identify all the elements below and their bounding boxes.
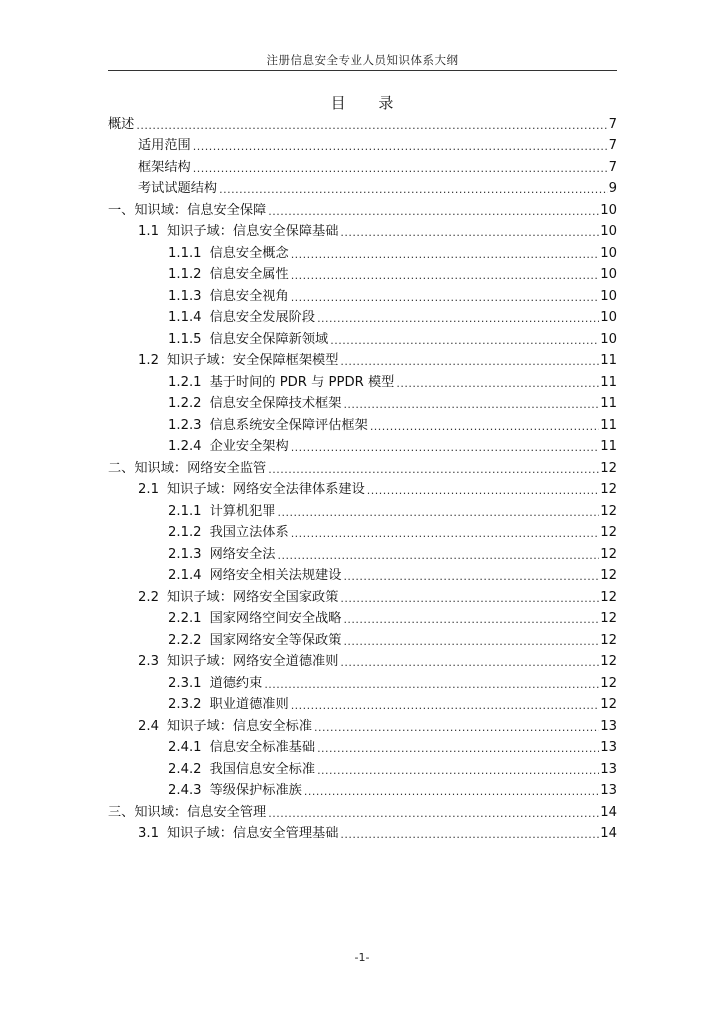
toc-entry-text: 三、知识域：信息安全管理: [108, 804, 267, 820]
toc-entry-page: 13: [600, 740, 617, 755]
toc-entry-page: 11: [600, 353, 617, 368]
dot-leader: [278, 506, 600, 520]
toc-entry-text: 基于时间的 PDR 与 PPDR 模型: [209, 374, 395, 390]
toc-entry-number: 1.1.5: [168, 331, 202, 347]
toc-entry-page: 7: [608, 138, 617, 153]
toc-entry[interactable]: [108, 219, 617, 241]
toc-entry-text: 知识子域：信息安全保障基础: [166, 224, 339, 239]
toc-entry-number: 1.2.2: [168, 396, 202, 411]
toc-entry-page: 12: [600, 482, 617, 497]
toc-entry[interactable]: [108, 692, 617, 714]
toc-entry[interactable]: [108, 176, 617, 198]
dot-leader: [193, 140, 608, 154]
toc-entry-page: 12: [600, 503, 617, 519]
toc-entry-text: 计算机犯罪: [209, 503, 276, 519]
toc-entry-label: [108, 461, 268, 477]
toc-entry-text: 知识子域：信息安全标准: [166, 718, 313, 734]
toc-entry[interactable]: [108, 391, 617, 413]
toc-entry-page: 13: [600, 783, 617, 798]
toc-entry-page: 7: [608, 159, 617, 175]
toc-entry-label: [108, 525, 291, 541]
toc-entry[interactable]: [108, 756, 617, 778]
toc-entry-text: 网络安全相关法规建设: [209, 568, 342, 583]
toc-entry-label: [108, 676, 264, 692]
toc-entry[interactable]: [108, 369, 617, 391]
toc-entry[interactable]: [108, 111, 617, 133]
toc-entry-label: [108, 353, 340, 369]
toc-entry-text: 信息安全发展阶段: [209, 310, 316, 325]
toc-entry-number: 1.1.3: [168, 288, 202, 304]
toc-entry-page: 10: [600, 245, 617, 261]
header-rule: [108, 70, 617, 71]
toc-entry-label: [108, 654, 340, 670]
toc-entry-page: 7: [608, 116, 617, 132]
toc-entry[interactable]: [108, 240, 617, 262]
toc-entry-text: 等级保护标准族: [209, 783, 302, 798]
toc-entry-label: [108, 160, 193, 176]
table-of-contents: [108, 111, 617, 842]
dot-leader: [317, 742, 599, 756]
toc-entry-number: 1.1: [138, 224, 159, 239]
toc-entry-text: 知识子域：网络安全法律体系建设: [166, 482, 365, 497]
toc-entry-text: 职业道德准则: [209, 697, 289, 712]
toc-entry-number: 1.1.2: [168, 267, 202, 282]
dot-leader: [317, 312, 599, 326]
toc-entry-text: 道德约束: [209, 675, 263, 691]
toc-entry-page: 12: [600, 460, 617, 476]
toc-entry[interactable]: [108, 477, 617, 499]
toc-entry-page: 9: [608, 181, 617, 196]
toc-entry-label: [108, 310, 317, 326]
toc-entry-text: 我国立法体系: [209, 525, 289, 540]
toc-entry-label: [108, 590, 340, 606]
toc-entry-page: 14: [600, 804, 617, 820]
toc-entry-label: [108, 547, 278, 563]
toc-entry-number: 2.3.2: [168, 697, 202, 712]
toc-entry-label: [108, 418, 370, 434]
toc-entry-label: [108, 332, 330, 348]
toc-entry[interactable]: [108, 520, 617, 542]
dot-leader: [193, 162, 608, 176]
dot-leader: [268, 807, 599, 821]
toc-entry-page: 10: [600, 331, 617, 347]
dot-leader: [340, 828, 599, 842]
toc-entry[interactable]: [108, 799, 617, 821]
dot-leader: [219, 183, 607, 197]
dot-leader: [291, 269, 600, 283]
toc-entry-page: 10: [600, 288, 617, 304]
toc-entry-page: 11: [600, 374, 617, 390]
toc-entry-page: 10: [600, 202, 617, 218]
toc-entry-text: 知识子域：安全保障框架模型: [166, 353, 339, 368]
toc-entry-number: 2.1.3: [168, 546, 202, 562]
toc-entry-page: 11: [600, 439, 617, 454]
toc-entry-number: 2.2.2: [168, 632, 202, 648]
toc-entry[interactable]: [108, 649, 617, 671]
dot-leader: [396, 377, 599, 391]
dot-leader: [268, 463, 599, 477]
toc-entry-label: [108, 138, 193, 154]
toc-entry[interactable]: [108, 713, 617, 735]
dot-leader: [343, 398, 599, 412]
toc-entry[interactable]: [108, 735, 617, 757]
toc-entry-label: [108, 181, 219, 197]
toc-entry-text: 信息安全保障技术框架: [209, 396, 342, 411]
toc-entry-label: [108, 439, 291, 455]
toc-entry-text: 我国信息安全标准: [209, 761, 316, 777]
toc-entry[interactable]: [108, 348, 617, 370]
toc-entry-label: [108, 805, 268, 821]
toc-entry-page: 13: [600, 761, 617, 777]
toc-entry-number: 2.4.3: [168, 783, 202, 798]
toc-entry[interactable]: [108, 606, 617, 628]
toc-entry-label: [108, 740, 317, 756]
toc-entry-number: 3.1: [138, 826, 159, 841]
toc-entry-number: 2.3.1: [168, 675, 202, 691]
toc-entry-label: [108, 246, 291, 262]
toc-entry-text: 国家网络安全等保政策: [209, 632, 342, 648]
toc-entry-page: 12: [600, 632, 617, 648]
dot-leader: [291, 441, 600, 455]
toc-entry-text: 信息系统安全保障评估框架: [209, 417, 368, 433]
dot-leader: [291, 291, 600, 305]
toc-entry-number: 2.4.2: [168, 761, 202, 777]
toc-entry-number: 1.1.1: [168, 245, 202, 261]
dot-leader: [343, 635, 599, 649]
toc-entry-number: 2.1.1: [168, 503, 202, 519]
toc-entry-number: 1.1.4: [168, 310, 202, 325]
toc-entry[interactable]: [108, 670, 617, 692]
toc-entry-text: 信息安全属性: [209, 267, 289, 282]
toc-entry-number: 2.4.1: [168, 740, 202, 755]
dot-leader: [340, 226, 599, 240]
toc-entry-text: 知识子域：网络安全国家政策: [166, 589, 339, 605]
toc-entry[interactable]: [108, 627, 617, 649]
toc-entry-page: 12: [600, 589, 617, 605]
toc-entry-text: 国家网络空间安全战略: [209, 611, 342, 626]
toc-entry-number: 1.2.1: [168, 374, 202, 390]
dot-leader: [304, 785, 599, 799]
toc-entry-label: [108, 611, 343, 627]
toc-entry[interactable]: [108, 778, 617, 800]
dot-leader: [317, 764, 599, 778]
toc-entry[interactable]: [108, 498, 617, 520]
dot-leader: [367, 484, 599, 498]
toc-entry-page: 10: [600, 224, 617, 239]
toc-entry-label: [108, 719, 314, 735]
dot-leader: [264, 678, 599, 692]
toc-entry-page: 13: [600, 718, 617, 734]
dot-leader: [340, 656, 599, 670]
dot-leader: [343, 613, 599, 627]
toc-entry-number: 2.4: [138, 718, 159, 734]
toc-entry-number: 2.1.2: [168, 525, 202, 540]
toc-entry-text: 信息安全保障新领域: [209, 331, 329, 347]
toc-entry-label: [108, 224, 340, 240]
toc-title: 目 录: [330, 94, 408, 112]
toc-entry[interactable]: [108, 821, 617, 843]
toc-entry-label: [108, 697, 291, 713]
toc-entry-label: [108, 826, 340, 842]
toc-entry-number: 1.2: [138, 353, 159, 368]
toc-entry-label: [108, 633, 343, 649]
toc-entry-text: 信息安全标准基础: [209, 740, 316, 755]
toc-entry-page: 12: [600, 525, 617, 540]
toc-entry-label: [108, 267, 291, 283]
toc-entry-number: 2.1.4: [168, 568, 202, 583]
toc-entry[interactable]: [108, 262, 617, 284]
toc-entry-text: 适用范围: [138, 138, 191, 153]
running-header: 注册信息安全专业人员知识体系大纲: [266, 53, 459, 67]
toc-entry-label: [108, 504, 278, 520]
toc-entry-page: 12: [600, 611, 617, 626]
dot-leader: [278, 549, 600, 563]
toc-entry-label: [108, 762, 317, 778]
dot-leader: [291, 699, 600, 713]
dot-leader: [343, 570, 599, 584]
dot-leader: [136, 119, 607, 133]
toc-entry-page: 10: [600, 267, 617, 282]
toc-entry[interactable]: [108, 541, 617, 563]
toc-entry[interactable]: [108, 584, 617, 606]
toc-entry-number: 2.3: [138, 654, 159, 669]
toc-entry[interactable]: [108, 133, 617, 155]
dot-leader: [291, 527, 600, 541]
toc-entry-page: 12: [600, 675, 617, 691]
toc-entry-text: 知识子域：网络安全道德准则: [166, 654, 339, 669]
toc-entry-page: 12: [600, 568, 617, 583]
dot-leader: [330, 334, 599, 348]
toc-entry-page: 14: [600, 826, 617, 841]
dot-leader: [314, 721, 599, 735]
toc-entry-number: 1.2.3: [168, 417, 202, 433]
toc-entry-label: [108, 783, 304, 799]
toc-entry-label: [108, 117, 136, 133]
toc-entry-number: 2.2: [138, 589, 159, 605]
toc-entry[interactable]: [108, 154, 617, 176]
toc-entry-page: 10: [600, 310, 617, 325]
toc-entry-number: 2.2.1: [168, 611, 202, 626]
toc-entry[interactable]: [108, 305, 617, 327]
toc-entry[interactable]: [108, 197, 617, 219]
toc-entry-label: [108, 396, 343, 412]
toc-entry-text: 一、知识域：信息安全保障: [108, 202, 267, 218]
dot-leader: [370, 420, 599, 434]
toc-entry[interactable]: [108, 412, 617, 434]
toc-entry[interactable]: [108, 283, 617, 305]
toc-entry-page: 12: [600, 546, 617, 562]
toc-entry-label: [108, 289, 291, 305]
toc-entry-page: 12: [600, 654, 617, 669]
toc-entry-text: 信息安全视角: [209, 288, 289, 304]
dot-leader: [291, 248, 600, 262]
toc-entry-text: 概述: [108, 116, 135, 132]
toc-entry[interactable]: [108, 563, 617, 585]
toc-entry-label: [108, 203, 268, 219]
toc-entry-page: 12: [600, 697, 617, 712]
toc-entry-label: [108, 482, 367, 498]
toc-entry-text: 考试试题结构: [138, 181, 218, 196]
toc-entry-text: 企业安全架构: [209, 439, 289, 454]
toc-entry[interactable]: [108, 326, 617, 348]
toc-entry-number: 2.1: [138, 482, 159, 497]
toc-entry-number: 1.2.4: [168, 439, 202, 454]
toc-entry-text: 信息安全概念: [209, 245, 289, 261]
page-number: -1-: [354, 951, 370, 964]
toc-entry-text: 网络安全法: [209, 546, 276, 562]
dot-leader: [268, 205, 599, 219]
toc-entry-text: 框架结构: [138, 159, 191, 175]
dot-leader: [340, 355, 599, 369]
toc-entry-text: 二、知识域：网络安全监管: [108, 460, 267, 476]
toc-entry-label: [108, 568, 343, 584]
toc-entry[interactable]: [108, 434, 617, 456]
toc-entry-page: 11: [600, 396, 617, 411]
toc-entry-label: [108, 375, 396, 391]
dot-leader: [340, 592, 599, 606]
toc-entry-page: 11: [600, 417, 617, 433]
toc-entry[interactable]: [108, 455, 617, 477]
toc-entry-text: 知识子域：信息安全管理基础: [166, 826, 339, 841]
